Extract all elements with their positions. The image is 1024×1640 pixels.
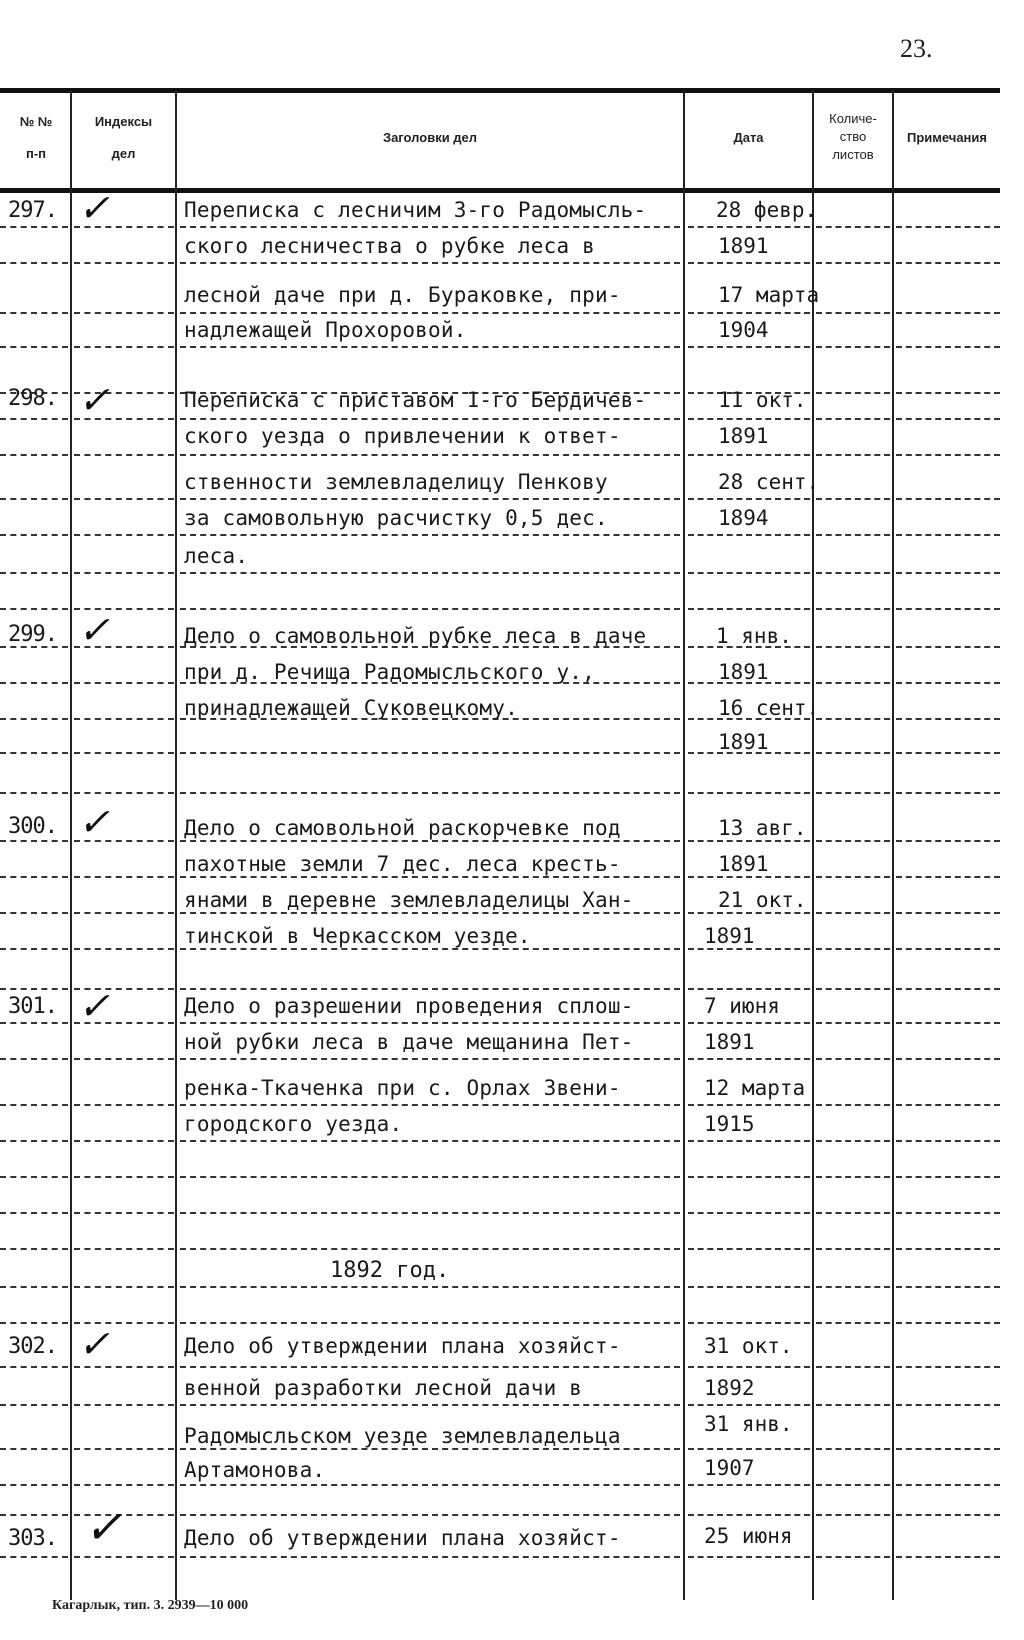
date-end: 16 сент. <box>718 696 820 720</box>
ruled-line <box>180 1176 680 1178</box>
ruled-line <box>688 1212 810 1214</box>
ruled-line <box>0 912 68 914</box>
ruled-line <box>816 392 890 394</box>
ruled-line <box>816 226 890 228</box>
title-line: ной рубки леса в даче мещанина Пет- <box>184 1030 634 1054</box>
ruled-line <box>896 1176 1000 1178</box>
ruled-line <box>74 1104 174 1106</box>
checkmark-icon: ✓ <box>78 1322 110 1366</box>
ruled-line <box>180 346 680 348</box>
ruled-line <box>688 534 810 536</box>
ruled-line <box>74 876 174 878</box>
date-end-year: 1907 <box>704 1456 755 1480</box>
header-date: Дата <box>733 130 764 145</box>
ruled-line <box>688 572 810 574</box>
ruled-line <box>74 912 174 914</box>
ruled-line <box>816 346 890 348</box>
title-line: венной разработки лесной дачи в <box>184 1376 583 1400</box>
title-line: ского лесничества о рубке леса в <box>184 234 595 258</box>
ruled-line <box>74 1366 174 1368</box>
ruled-line <box>74 1556 174 1558</box>
title-line: лесной даче при д. Бураковке, при- <box>184 283 621 307</box>
ruled-line <box>816 1514 890 1516</box>
ruled-line <box>896 346 1000 348</box>
title-line: при д. Речища Радомысльского у., <box>184 660 595 684</box>
ruled-line <box>688 346 810 348</box>
ruled-line <box>180 1404 680 1406</box>
ruled-line <box>896 418 1000 420</box>
ruled-line <box>816 1212 890 1214</box>
ruled-line <box>896 718 1000 720</box>
column-divider <box>812 90 814 1600</box>
ruled-line <box>180 1212 680 1214</box>
ruled-line <box>816 498 890 500</box>
ruled-line <box>896 1104 1000 1106</box>
ruled-line <box>180 534 680 536</box>
ruled-line <box>816 1404 890 1406</box>
ruled-line <box>896 608 1000 610</box>
ruled-line <box>74 346 174 348</box>
header-sheets: Количе- ство листов <box>829 111 877 162</box>
ruled-line <box>688 1022 810 1024</box>
ruled-line <box>74 718 174 720</box>
ruled-line <box>180 1366 680 1368</box>
ruled-line <box>688 792 810 794</box>
ruled-line <box>0 1212 68 1214</box>
ruled-line <box>896 392 1000 394</box>
ruled-line <box>896 312 1000 314</box>
ruled-line <box>896 1058 1000 1060</box>
ruled-line <box>688 454 810 456</box>
ruled-line <box>896 572 1000 574</box>
title-line: Артамонова. <box>184 1458 326 1482</box>
ruled-line <box>896 646 1000 648</box>
ruled-line <box>74 1140 174 1142</box>
title-line: Дело о разрешении проведения сплош- <box>184 994 634 1018</box>
ruled-line <box>180 1514 680 1516</box>
ruled-line <box>688 1140 810 1142</box>
table-header-bottom-rule <box>0 188 1000 193</box>
ruled-line <box>816 534 890 536</box>
ruled-line <box>0 1448 68 1450</box>
page-number: 23. <box>900 34 933 63</box>
ruled-line <box>896 534 1000 536</box>
ruled-line <box>180 608 680 610</box>
ruled-line <box>816 876 890 878</box>
ruled-line <box>0 312 68 314</box>
checkmark-icon: ✓ <box>78 984 110 1028</box>
ruled-line <box>688 1484 810 1486</box>
ruled-line <box>896 1514 1000 1516</box>
ruled-line <box>0 608 68 610</box>
date-start-year: 1891 <box>718 852 769 876</box>
ruled-line <box>0 1322 68 1324</box>
ruled-line <box>896 226 1000 228</box>
date-end: 21 окт. <box>718 888 807 912</box>
ruled-line <box>688 912 810 914</box>
ruled-line <box>74 262 174 264</box>
column-divider <box>175 90 177 1600</box>
ruled-line <box>0 1556 68 1558</box>
ruled-line <box>0 1022 68 1024</box>
checkmark-icon: ✓ <box>78 186 110 230</box>
ruled-line <box>0 454 68 456</box>
ruled-line <box>688 840 810 842</box>
ruled-line <box>816 1104 890 1106</box>
ruled-line <box>180 226 680 228</box>
ruled-line <box>74 534 174 536</box>
ruled-line <box>74 1404 174 1406</box>
ruled-line <box>74 1248 174 1250</box>
date-start: 7 июня <box>704 994 780 1018</box>
date-start-year: 1891 <box>718 234 769 258</box>
date-end-year: 1891 <box>704 924 755 948</box>
ruled-line <box>0 792 68 794</box>
title-line: леса. <box>184 544 249 568</box>
ruled-line <box>896 792 1000 794</box>
ruled-line <box>896 1556 1000 1558</box>
date-start: 25 июня <box>704 1524 793 1548</box>
ruled-line <box>896 1140 1000 1142</box>
ruled-line <box>816 1322 890 1324</box>
ruled-line <box>816 1058 890 1060</box>
date-start-year: 1891 <box>718 660 769 684</box>
ruled-line <box>180 1058 680 1060</box>
ruled-line <box>816 840 890 842</box>
entry-number: 303. <box>8 1526 57 1551</box>
ruled-line <box>816 1022 890 1024</box>
ruled-line <box>688 988 810 990</box>
title-line: за самовольную расчистку 0,5 дес. <box>184 506 608 530</box>
ruled-line <box>816 912 890 914</box>
ruled-line <box>0 534 68 536</box>
ruled-line <box>74 1058 174 1060</box>
ruled-line <box>896 454 1000 456</box>
column-divider <box>683 90 685 1600</box>
ruled-line <box>0 1404 68 1406</box>
date-end-year: 1904 <box>718 318 769 342</box>
date-end-year: 1891 <box>718 730 769 754</box>
date-end-year: 1915 <box>704 1112 755 1136</box>
table-top-rule <box>0 88 1000 93</box>
title-line: надлежащей Прохоровой. <box>184 318 467 342</box>
ruled-line <box>688 1366 810 1368</box>
ruled-line <box>816 572 890 574</box>
ruled-line <box>0 1140 68 1142</box>
ruled-line <box>0 418 68 420</box>
title-line: ренка-Ткаченка при с. Орлах Звени- <box>184 1076 621 1100</box>
ruled-line <box>896 1022 1000 1024</box>
ruled-line <box>0 226 68 228</box>
ruled-line <box>896 1212 1000 1214</box>
ruled-line <box>896 948 1000 950</box>
ruled-line <box>0 1514 68 1516</box>
ruled-line <box>0 262 68 264</box>
ruled-line <box>180 912 680 914</box>
ruled-line <box>180 988 680 990</box>
ruled-line <box>0 1104 68 1106</box>
ruled-line <box>74 498 174 500</box>
ruled-line <box>0 1286 68 1288</box>
ruled-line <box>816 608 890 610</box>
ruled-line <box>816 1176 890 1178</box>
ruled-line <box>0 1248 68 1250</box>
date-start-year: 1891 <box>704 1030 755 1054</box>
title-line: Переписка с лесничим 3-го Радомысль- <box>184 198 647 222</box>
ruled-line <box>74 454 174 456</box>
ruled-line <box>816 1484 890 1486</box>
date-end: 31 янв. <box>704 1412 793 1436</box>
title-line: ского уезда о привлечении к ответ- <box>184 424 621 448</box>
title-line: Переписка с приставом 1-го Бердичев- <box>184 388 647 412</box>
ruled-line <box>0 1366 68 1368</box>
title-line: городского уезда. <box>184 1112 403 1136</box>
ruled-line <box>0 840 68 842</box>
ruled-line <box>0 752 68 754</box>
ruled-line <box>688 418 810 420</box>
date-start-year: 1891 <box>718 424 769 448</box>
ruled-line <box>74 1176 174 1178</box>
ruled-line <box>816 1286 890 1288</box>
ruled-line <box>816 718 890 720</box>
ruled-line <box>180 1140 680 1142</box>
checkmark-icon: ✓ <box>78 608 110 652</box>
ruled-line <box>896 1484 1000 1486</box>
ruled-line <box>180 1286 680 1288</box>
ruled-line <box>180 1322 680 1324</box>
ruled-line <box>180 876 680 878</box>
date-end-year: 1894 <box>718 506 769 530</box>
title-line: Дело об утверждении плана хозяйст- <box>184 1334 621 1358</box>
checkmark-icon: ✓ <box>78 800 110 844</box>
ruled-line <box>896 876 1000 878</box>
ruled-line <box>180 1022 680 1024</box>
title-line: Радомысльском уезде землевладельца <box>184 1424 621 1448</box>
ruled-line <box>688 1286 810 1288</box>
ruled-line <box>816 1366 890 1368</box>
ruled-line <box>180 312 680 314</box>
ruled-line <box>688 1322 810 1324</box>
ruled-line <box>816 1556 890 1558</box>
ruled-line <box>180 1448 680 1450</box>
ruled-line <box>74 1286 174 1288</box>
ruled-line <box>816 1448 890 1450</box>
ruled-line <box>180 1556 680 1558</box>
ruled-line <box>688 1248 810 1250</box>
ruled-line <box>0 948 68 950</box>
entry-number: 301. <box>8 994 57 1019</box>
title-line: Дело о самовольной раскорчевке под <box>184 816 621 840</box>
header-title: Заголовки дел <box>382 130 478 145</box>
header-notes: Примечания <box>906 130 987 145</box>
ruled-line <box>816 1140 890 1142</box>
ruled-line <box>0 346 68 348</box>
title-line: Дело о самовольной рубке леса в даче <box>184 624 647 648</box>
ruled-line <box>74 312 174 314</box>
ruled-line <box>180 418 680 420</box>
ruled-line <box>74 752 174 754</box>
ruled-line <box>688 1104 810 1106</box>
ruled-line <box>0 876 68 878</box>
entry-number: 302. <box>8 1334 57 1359</box>
ruled-line <box>0 988 68 990</box>
ruled-line <box>896 1322 1000 1324</box>
ruled-line <box>688 1514 810 1516</box>
header-number: № № п-п <box>19 114 53 161</box>
ruled-line <box>688 948 810 950</box>
ruled-line <box>74 682 174 684</box>
column-divider <box>70 90 72 1600</box>
ruled-line <box>688 1404 810 1406</box>
ruled-line <box>896 1448 1000 1450</box>
entry-number: 300. <box>8 814 57 839</box>
year-heading: 1892 год. <box>330 1258 450 1283</box>
ruled-line <box>74 572 174 574</box>
ruled-line <box>180 1104 680 1106</box>
date-end: 28 сент. <box>718 470 820 494</box>
ruled-line <box>74 1484 174 1486</box>
ruled-line <box>180 498 680 500</box>
ruled-line <box>816 948 890 950</box>
ruled-line <box>0 1058 68 1060</box>
checkmark-icon: ✓ <box>84 1500 123 1554</box>
ruled-line <box>0 498 68 500</box>
ruled-line <box>688 1176 810 1178</box>
ruled-line <box>74 1448 174 1450</box>
ruled-line <box>896 1248 1000 1250</box>
ruled-line <box>688 876 810 878</box>
ruled-line <box>688 1058 810 1060</box>
title-line: янами в деревне землевладелицы Хан- <box>184 888 634 912</box>
ruled-line <box>0 718 68 720</box>
ruled-line <box>180 1248 680 1250</box>
ruled-line <box>180 1484 680 1486</box>
ruled-line <box>180 752 680 754</box>
ruled-line <box>0 1176 68 1178</box>
ruled-line <box>816 1248 890 1250</box>
ruled-line <box>896 840 1000 842</box>
ruled-line <box>180 840 680 842</box>
date-start-year: 1892 <box>704 1376 755 1400</box>
ruled-line <box>816 646 890 648</box>
ruled-line <box>816 312 890 314</box>
title-line: Дело об утверждении плана хозяйст- <box>184 1526 621 1550</box>
ruled-line <box>816 454 890 456</box>
ruled-line <box>180 792 680 794</box>
ruled-line <box>688 1556 810 1558</box>
ruled-line <box>816 988 890 990</box>
checkmark-icon: ✓ <box>78 378 110 422</box>
entry-number: 297. <box>8 198 57 223</box>
ruled-line <box>896 912 1000 914</box>
ruled-line <box>896 498 1000 500</box>
ruled-line <box>0 1484 68 1486</box>
title-line: пахотные земли 7 дес. леса кресть- <box>184 852 621 876</box>
ruled-line <box>896 262 1000 264</box>
entry-number: 299. <box>8 622 57 647</box>
date-start: 13 авг. <box>718 816 807 840</box>
date-start: 1 янв. <box>716 624 792 648</box>
date-end: 12 марта <box>704 1076 806 1100</box>
ruled-line <box>74 1212 174 1214</box>
ruled-line <box>180 572 680 574</box>
header-index: Индексы дел <box>94 114 153 161</box>
ruled-line <box>816 752 890 754</box>
ruled-line <box>0 572 68 574</box>
ruled-line <box>896 988 1000 990</box>
ruled-line <box>688 1448 810 1450</box>
ruled-line <box>816 792 890 794</box>
title-line: ственности землевладелицу Пенкову <box>184 470 608 494</box>
ruled-line <box>74 792 174 794</box>
ruled-line <box>896 1366 1000 1368</box>
date-end: 17 марта <box>718 283 820 307</box>
ruled-line <box>816 682 890 684</box>
title-line: принадлежащей Суковецкому. <box>184 696 518 720</box>
ruled-line <box>688 226 810 228</box>
ruled-line <box>74 948 174 950</box>
ruled-line <box>688 312 810 314</box>
date-start: 28 февр. <box>716 198 818 222</box>
ruled-line <box>896 1286 1000 1288</box>
ruled-line <box>180 454 680 456</box>
ruled-line <box>816 418 890 420</box>
ruled-line <box>896 682 1000 684</box>
ruled-line <box>180 948 680 950</box>
date-start: 11 окт. <box>718 388 807 412</box>
ruled-line <box>688 262 810 264</box>
entry-number: 298. <box>8 386 57 411</box>
printer-imprint: Кагарлык, тип. 3. 2939—10 000 <box>52 1598 249 1613</box>
ruled-line <box>0 682 68 684</box>
title-line: тинской в Черкасском уезде. <box>184 924 531 948</box>
ruled-line <box>180 262 680 264</box>
ruled-line <box>816 262 890 264</box>
ruled-line <box>896 752 1000 754</box>
date-start: 31 окт. <box>704 1334 793 1358</box>
ruled-line <box>688 608 810 610</box>
ruled-line <box>896 1404 1000 1406</box>
ruled-line <box>688 498 810 500</box>
column-divider <box>892 90 894 1600</box>
